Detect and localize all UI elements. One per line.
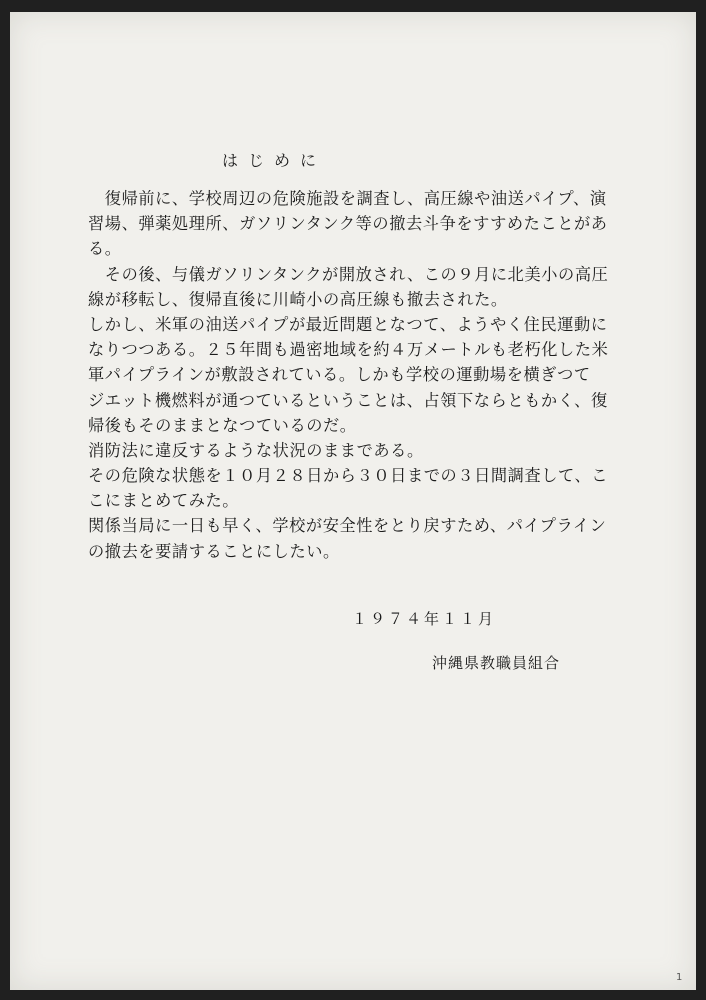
- document-body: [88, 186, 648, 564]
- document-organization: 沖縄県教職員組合: [432, 654, 561, 672]
- body-line: こにまとめてみた。: [88, 491, 240, 511]
- body-line: しかし、米軍の油送パイプが最近問題となつて、ようやく住民運動に: [88, 314, 608, 334]
- document-title: はじめに: [222, 151, 327, 170]
- body-line: 線が移転し、復帰直後に川崎小の高圧線も撤去された。: [88, 289, 508, 309]
- body-line: ジエット機燃料が通つているということは、占領下ならともかく、復: [88, 390, 608, 410]
- document-date: １９７４年１１月: [352, 610, 497, 628]
- body-line: なりつつある。２５年間も過密地域を約４万メートルも老朽化した米: [88, 340, 609, 360]
- body-line: 関係当局に一日も早く、学校が安全性をとり戻すため、パイプライン: [88, 516, 607, 536]
- body-line: 軍パイプラインが敷設されている。しかも学校の運動場を横ぎつて: [88, 365, 591, 385]
- body-line: の撤去を要請することにしたい。: [88, 541, 340, 561]
- body-line: る。: [88, 239, 122, 259]
- body-line: その後、与儀ガソリンタンクが開放され、この９月に北美小の高圧: [88, 264, 609, 284]
- page-number: 1: [676, 972, 683, 983]
- body-line: 消防法に違反するような状況のままである。: [88, 440, 424, 460]
- body-line: 帰後もそのままとなつているのだ。: [88, 415, 357, 435]
- body-line: 習場、弾薬処理所、ガソリンタンク等の撤去斗争をすすめたことがあ: [88, 214, 608, 234]
- body-line: その危険な状態を１０月２８日から３０日までの３日間調査して、こ: [88, 466, 609, 486]
- body-line: 復帰前に、学校周辺の危険施設を調査し、高圧線や油送パイプ、演: [88, 189, 607, 208]
